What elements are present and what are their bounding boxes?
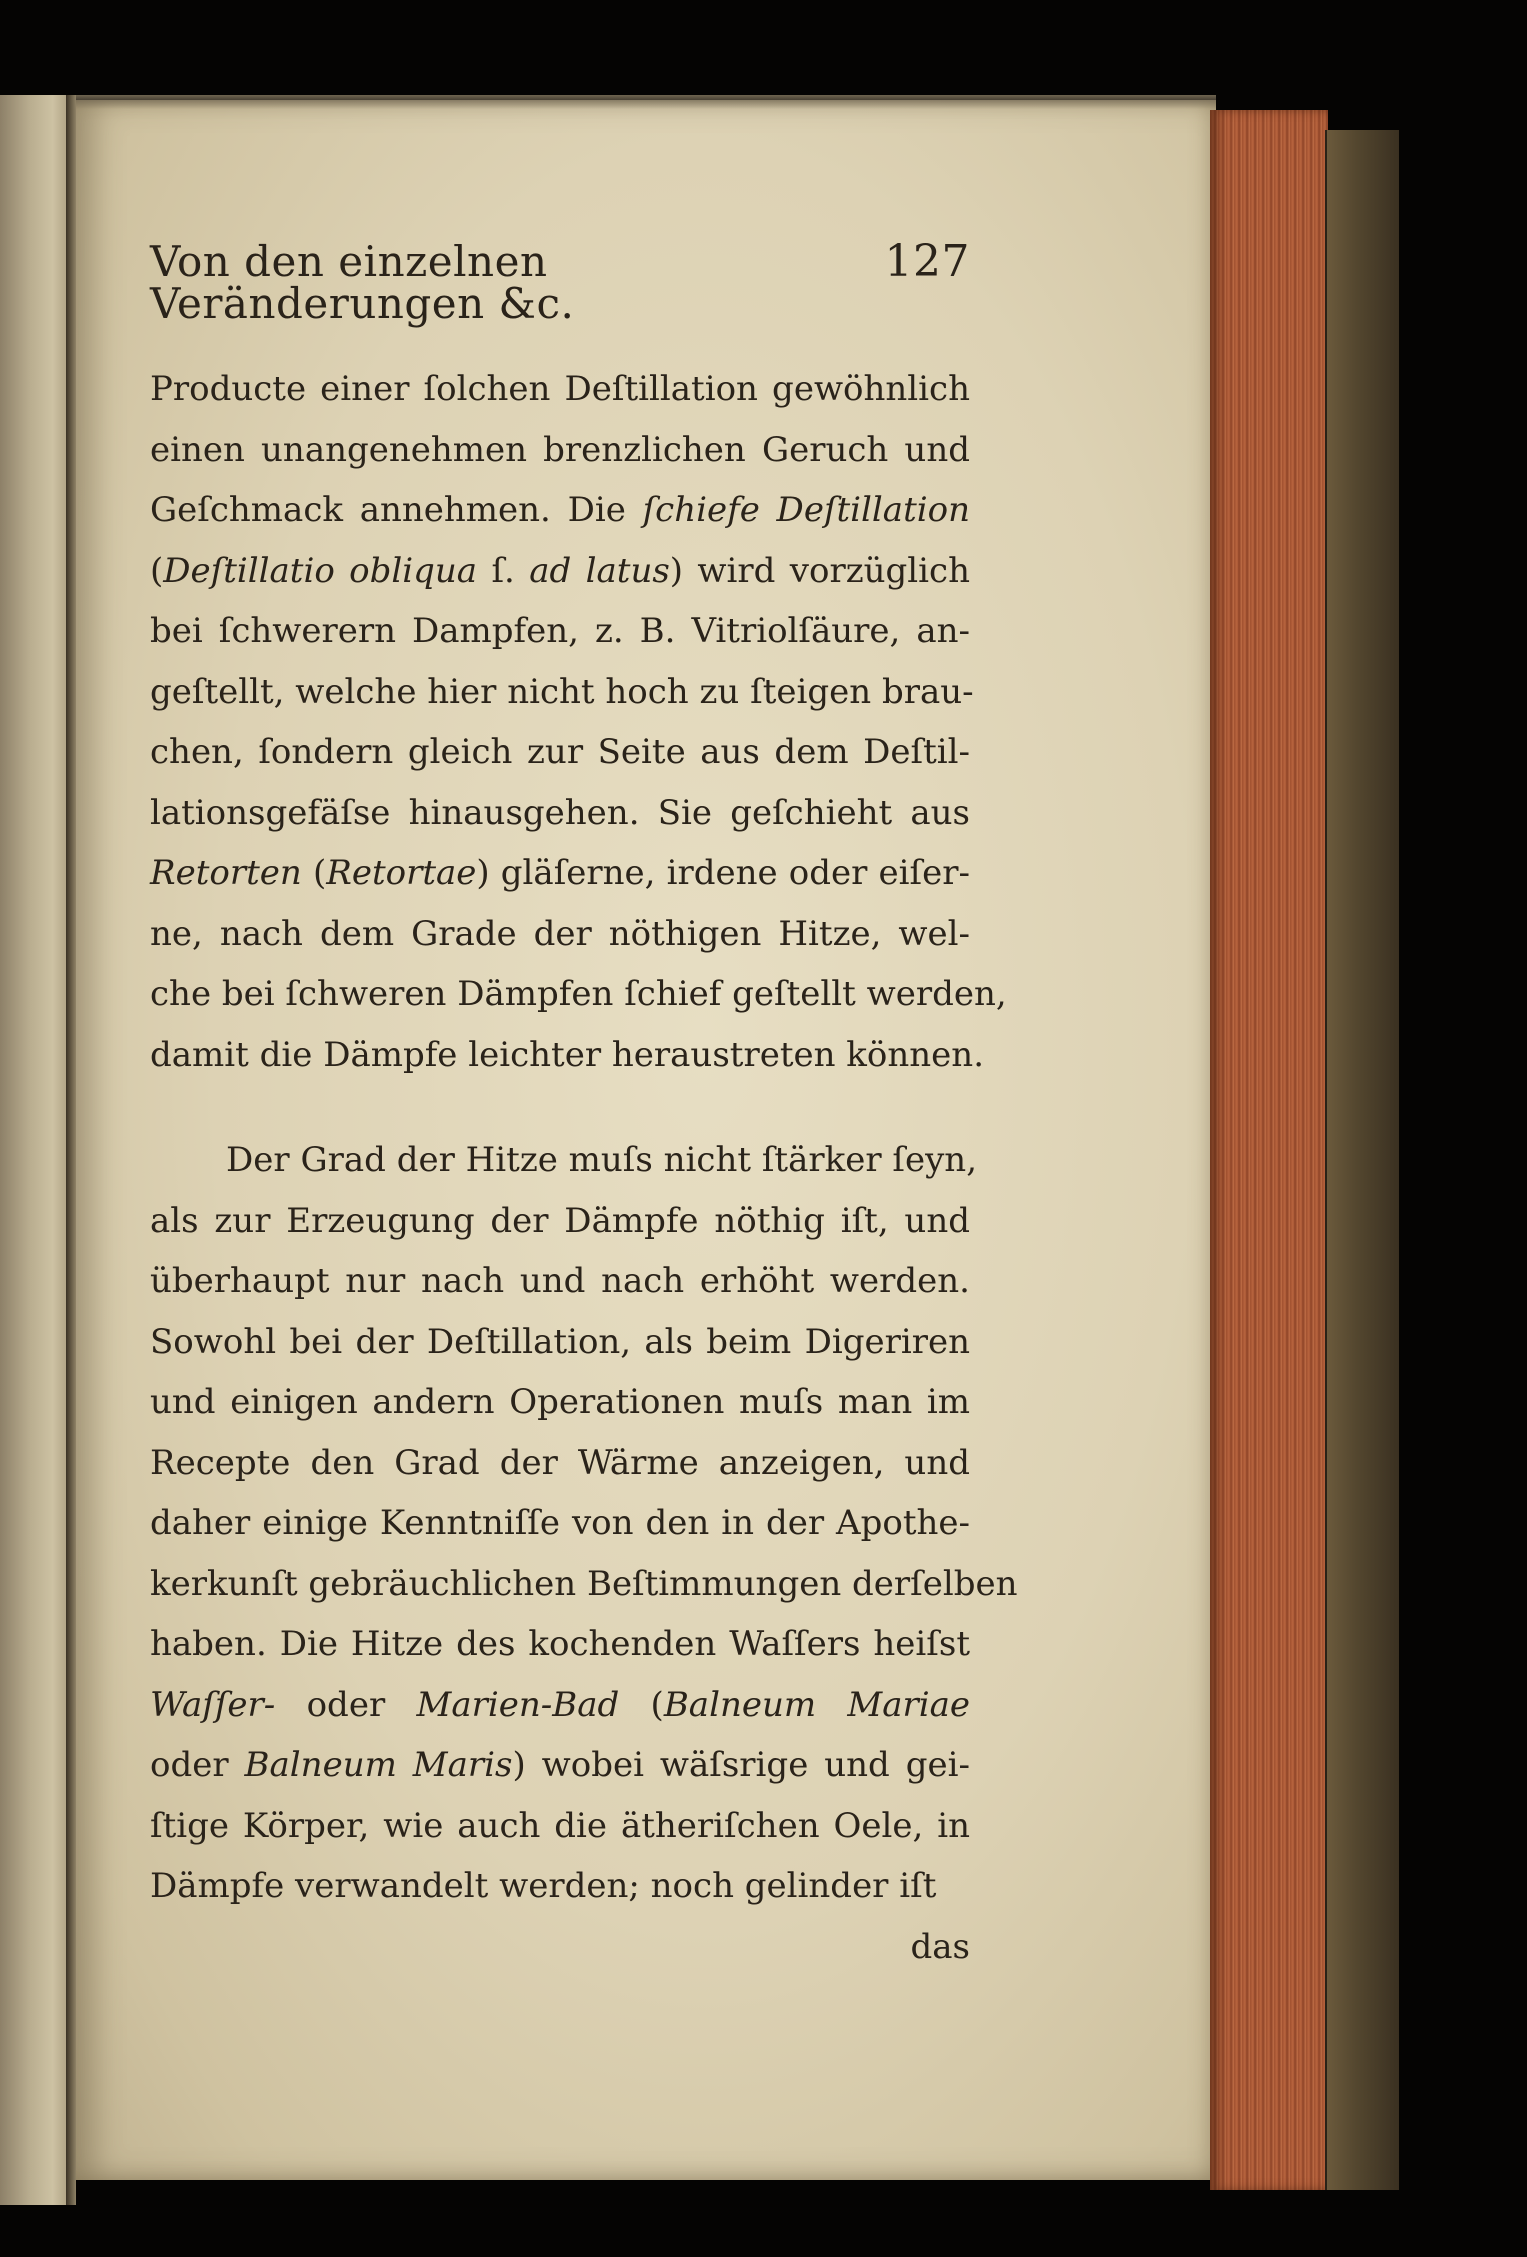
text-run: bei ſchwerern Dampfen, z. B. Vitriolſäure, an- [150,611,970,651]
italic-text: Balneum Mariae [663,1684,970,1725]
italic-text: ad latus [529,550,670,591]
text-run: geſtellt, welche hier nicht hoch zu ſteigen brau- [150,671,974,712]
text-line [150,722,970,783]
text-line [150,843,970,904]
text-run: ( [619,1684,664,1725]
text-line [150,541,970,602]
text-run: Geſchmack annehmen. Die [150,490,643,530]
text-run: ſ. [477,550,530,591]
text-run: haben. Die Hitze des kochenden Waſſers heiſst [150,1624,970,1664]
text-line [150,480,970,541]
catchword: das [910,1926,970,1967]
text-line [150,662,974,723]
text-run: kerkunſt gebräuchlichen Beſtimmungen derſelben [150,1563,1018,1604]
left-facing-page [0,95,68,2205]
text-line [150,1433,970,1494]
text-run: Recepte den Grad der Wärme anzeigen, und [150,1442,970,1483]
italic-text: Deſtillatio obliqua [163,550,478,591]
text-run: Der Grad der Hitze muſs nicht ſtärker ſeyn, [226,1140,978,1180]
italic-text: Balneum Maris [244,1745,513,1785]
paragraph-2 [150,1130,1018,1917]
text-run: oder [275,1684,417,1725]
text-run: oder [150,1745,245,1785]
text-line [150,1025,984,1086]
text-line [150,783,970,844]
text-line [150,1493,970,1554]
text-line [150,1191,970,1252]
text-run: Dämpfe verwandelt werden; noch gelinder iſt [150,1866,937,1906]
text-line [150,904,970,965]
text-line [150,1675,970,1736]
paragraph-1 [150,359,1007,1085]
text-run: ne, nach dem Grade der nöthigen Hitze, wel- [150,913,970,954]
text-line [150,1251,970,1312]
italic-text: Waſſer- [150,1684,276,1725]
text-line [150,601,970,662]
text-line [150,1856,970,1917]
text-run: damit die Dämpfe leichter heraustreten können. [150,1034,984,1075]
text-run: ( [301,853,327,893]
text-line [150,420,970,481]
running-head [150,236,970,328]
text-run: ) wobei wäſsrige und gei- [512,1745,970,1785]
text-line [150,1372,970,1433]
paragraph-gap [150,1085,970,1130]
text-line [150,1614,970,1675]
text-run: che bei ſchweren Dämpfen ſchief geſtellt werden, [150,974,1007,1014]
text-line [150,359,970,420]
book-cover-edge [1325,130,1399,2190]
text-run: überhaupt nur nach und nach erhöht werden. [150,1261,970,1301]
text-line [150,1312,970,1373]
page-top-shadow [76,95,1216,109]
text-line [150,1735,970,1796]
italic-text: Retortae [326,853,477,893]
text-run: ) gläſerne, irdene oder eiſer- [476,853,970,893]
running-head-title: Von den einzelnen Veränderungen &c. [150,237,575,328]
text-line [150,964,1007,1025]
text-run: ) wird vorzüglich [669,550,970,591]
gutter-shadow [66,95,76,2205]
text-run: Producte einer ſolchen Deſtillation gewöhnlich [150,369,970,409]
text-run: und einigen andern Operationen muſs man im [150,1382,970,1422]
text-line [150,1796,970,1857]
text-line [150,1130,978,1191]
text-run: chen, ſondern gleich zur Seite aus dem Deſtil- [150,732,970,772]
italic-text: Marien-Bad [416,1684,620,1725]
text-run: ( [150,550,164,591]
page-edges-red [1210,110,1328,2190]
page-text [150,236,1018,1977]
text-run: daher einige Kenntniſſe von den in der Apothe- [150,1503,970,1543]
text-run: als zur Erzeugung der Dämpfe nöthig iſt, und [150,1200,970,1241]
text-run: ſtige Körper, wie auch die ätheriſchen Oele, in [150,1805,970,1846]
text-run: lationsgefäſse hinausgehen. Sie geſchieht aus [150,792,970,833]
italic-text: Retorten [150,853,302,893]
italic-text: ſchiefe Deſtillation [642,490,970,530]
text-line [150,1554,1018,1615]
text-run: einen unangenehmen brenzlichen Geruch und [150,429,970,470]
text-run: Sowohl bei der Deſtillation, als beim Digeriren [150,1321,970,1362]
page-number: 127 [884,236,970,287]
